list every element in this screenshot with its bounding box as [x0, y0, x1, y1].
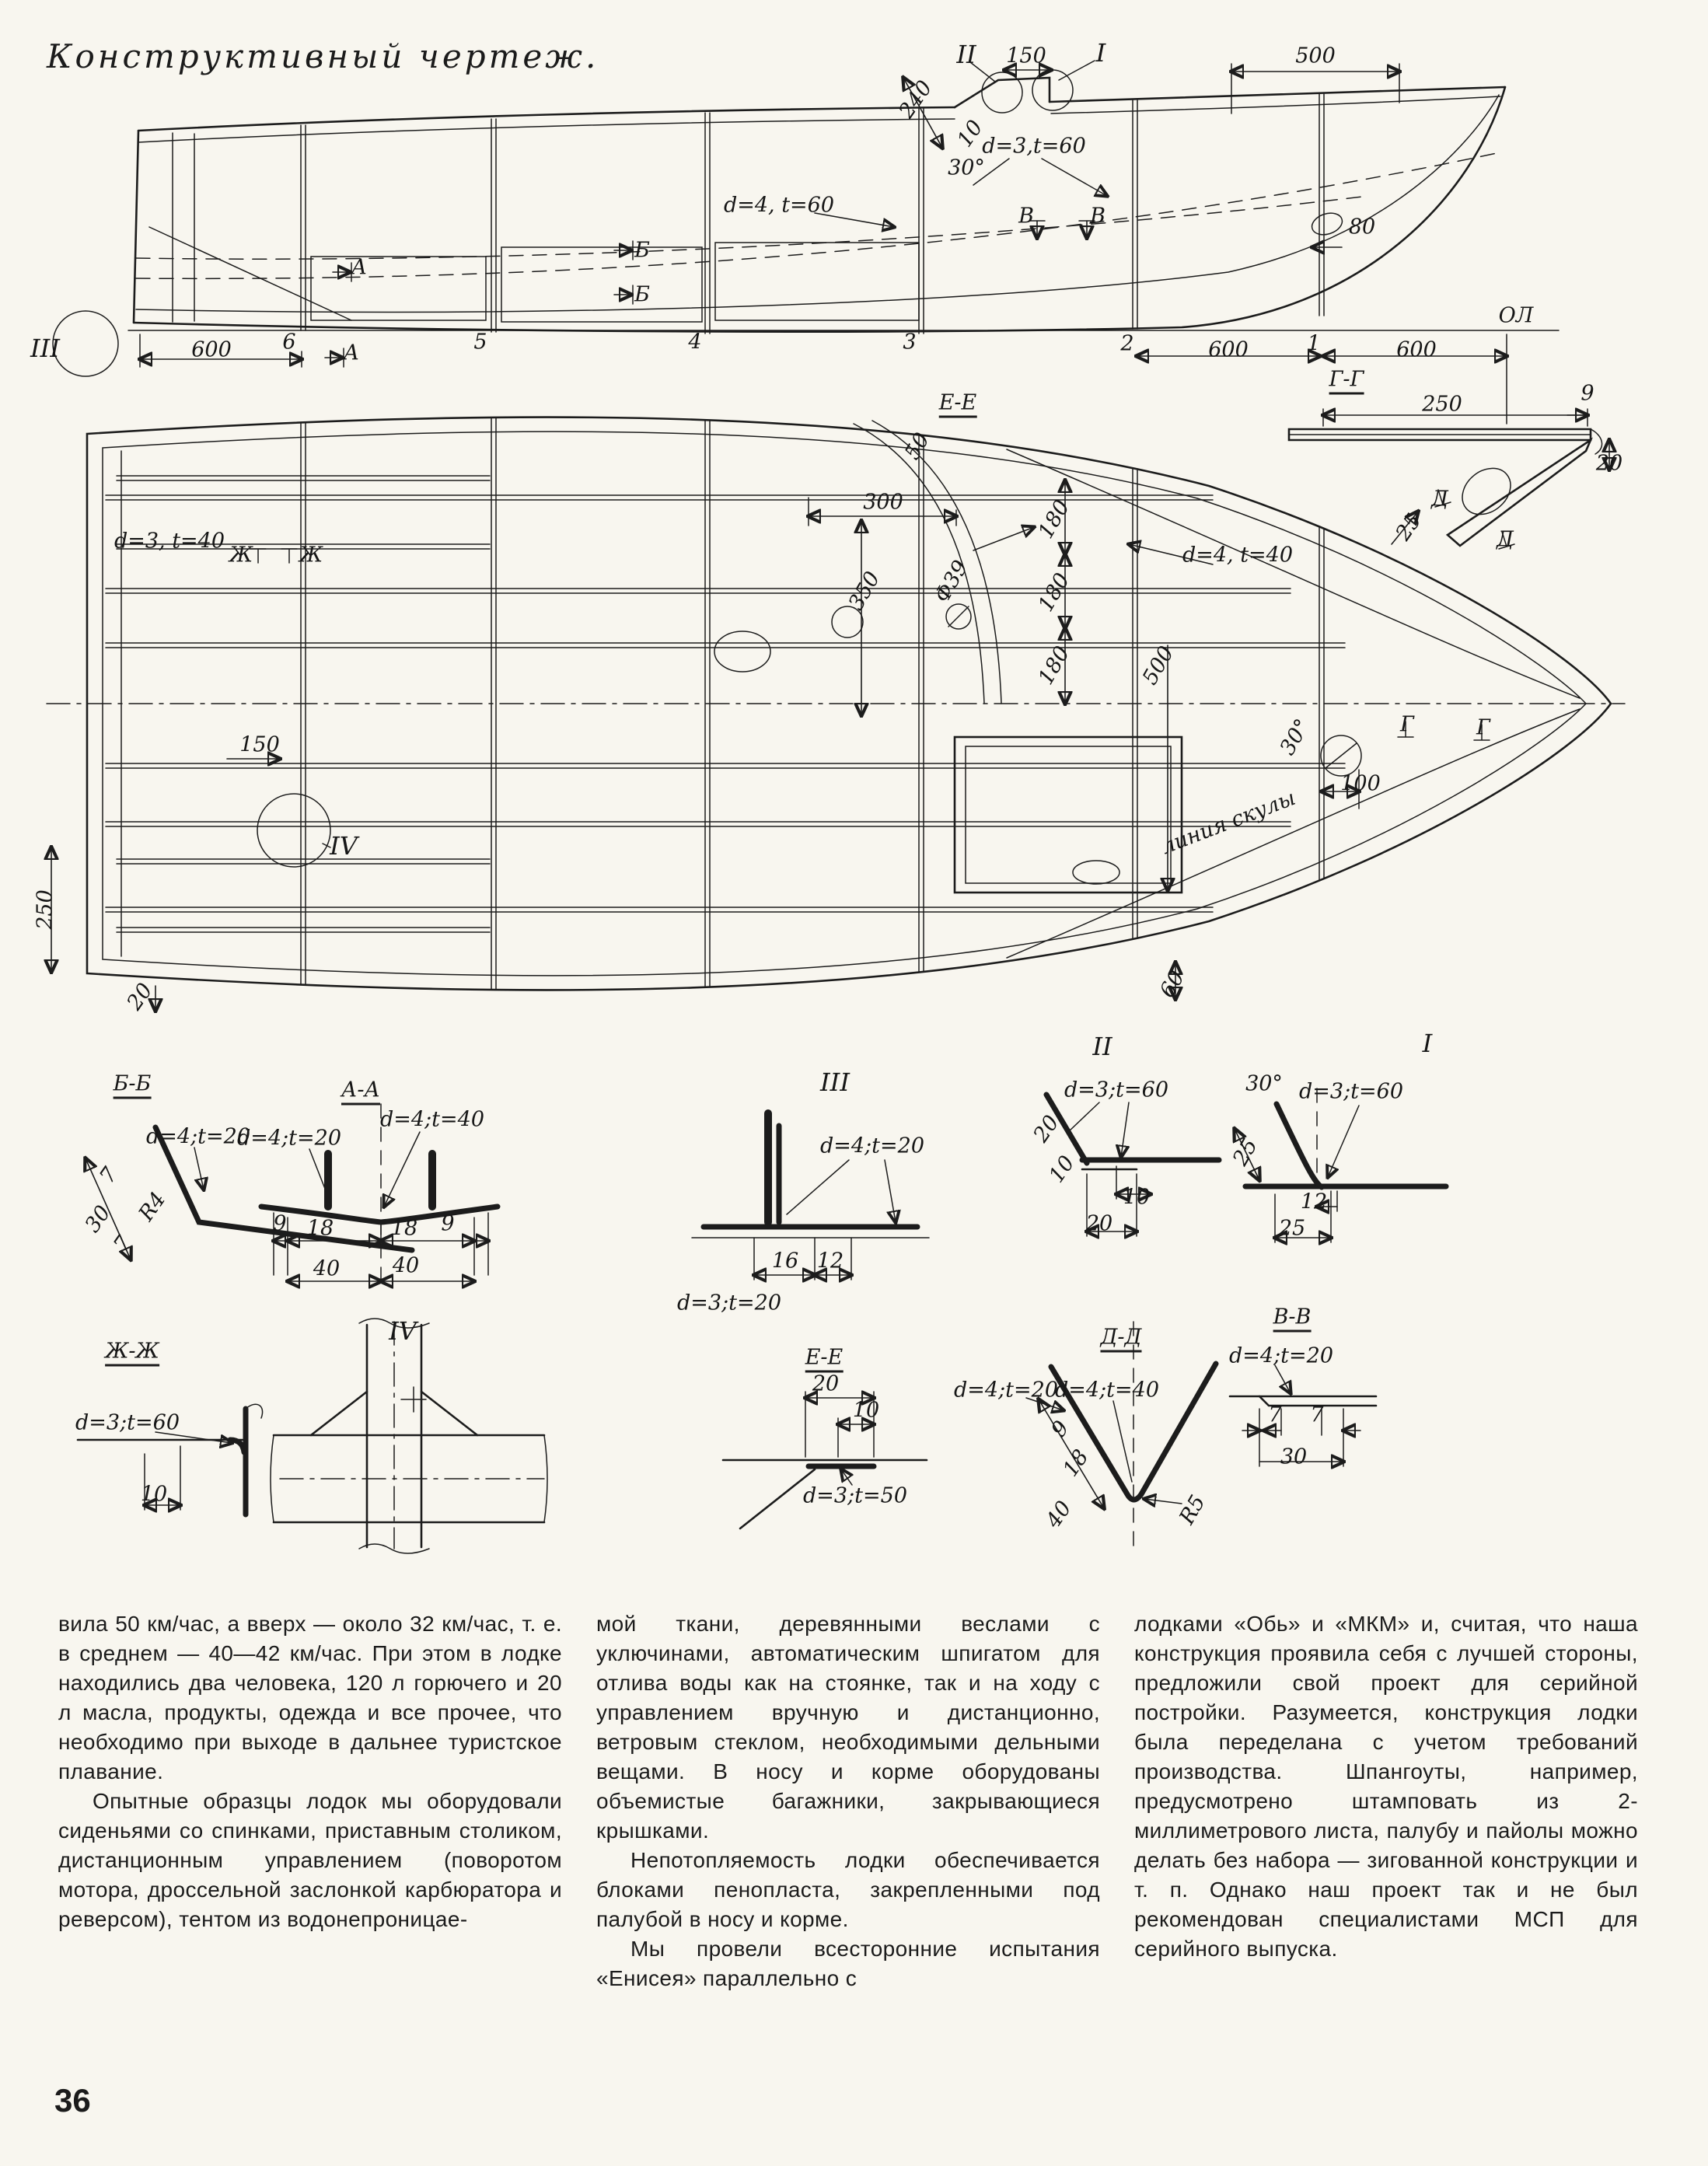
section-mark-b: Б — [634, 238, 650, 263]
dim-label: 10 — [1044, 1151, 1080, 1187]
dim-label: 300 — [863, 490, 903, 515]
dim-label: 12 — [816, 1249, 844, 1273]
section-title-ee: Е-Е — [939, 391, 977, 418]
dim-label: 150 — [1006, 44, 1046, 68]
dim-label: 80 — [1348, 215, 1376, 239]
side-view — [53, 61, 1559, 424]
section-title-i: I — [1422, 1029, 1433, 1058]
section-mark-d: Д — [1431, 487, 1448, 512]
dim-label: 7 — [1268, 1403, 1282, 1427]
section-mark-zh: Ж — [229, 543, 253, 568]
section-details — [78, 1088, 1446, 1553]
dim-label: 20 — [1085, 1211, 1113, 1236]
callout-IV: IV — [330, 831, 358, 861]
frame-number: 1 — [1307, 331, 1321, 356]
dim-label: 25 — [1228, 1134, 1263, 1170]
section-title-dd: Д-Д — [1100, 1326, 1141, 1353]
dim-label: 250 — [33, 889, 58, 930]
section-mark-a: А — [343, 341, 360, 365]
section-title-aa: А-А — [341, 1078, 380, 1106]
page-title: Конструктивный чертеж. — [47, 37, 599, 75]
section-title-gg: Г-Г — [1329, 368, 1364, 395]
dim-label: d=4;t=20 — [236, 1126, 342, 1151]
dim-label: 180 — [1033, 568, 1075, 617]
dim-label: 100 — [1340, 771, 1381, 796]
dim-label: 30° — [1275, 714, 1315, 760]
section-mark-zh: Ж — [299, 543, 323, 568]
dim-label: 30 — [80, 1201, 116, 1237]
dim-label: 240 — [894, 75, 938, 124]
dim-label: d=3;t=60 — [1298, 1079, 1404, 1104]
dim-label: 9 — [441, 1211, 455, 1236]
dim-label: 16 — [771, 1249, 799, 1273]
callout-I: I — [1095, 38, 1106, 68]
paragraph: мой ткани, деревянными веслами с уключинами, автоматическим шпигатом для отлива воды как на стоянке, так и на ходу с управлением вручную и дистанционно, ветровым стеклом, необходимыми дельными вещами. В носу и корме оборудованы объемистые багажники, закрывающиеся крышками. — [596, 1612, 1100, 1843]
frame-number: 2 — [1120, 331, 1134, 356]
dim-label: d=4, t=60 — [723, 193, 835, 218]
article-column-1 — [58, 1609, 562, 1993]
dim-label: 10 — [1123, 1185, 1151, 1210]
dim-label: d=4;t=40 — [379, 1107, 485, 1132]
dim-label: 40 — [313, 1256, 341, 1281]
dim-label: 25 — [1278, 1216, 1306, 1241]
dim-label: 7 — [1310, 1403, 1324, 1427]
article-columns — [58, 1609, 1668, 1993]
dim-label: 7 — [95, 1163, 123, 1188]
baseline-label: ОЛ — [1498, 303, 1534, 328]
paragraph: Непотопляемость лодки обеспечивается блоками пенопласта, закрепленными под палубой в носу и корме. — [596, 1848, 1100, 1931]
dim-label: d=3;t=60 — [75, 1410, 180, 1435]
dim-label: 600 — [1396, 337, 1437, 362]
section-title-vv: В-В — [1273, 1305, 1312, 1333]
dim-label: 30° — [1245, 1071, 1283, 1096]
section-mark-a: А — [351, 255, 368, 280]
dim-label: d=3;t=60 — [1064, 1078, 1169, 1102]
dim-label: 500 — [1295, 44, 1336, 68]
dim-label: 9 — [1046, 1417, 1074, 1441]
dim-label: 600 — [1208, 337, 1249, 362]
callout-III: III — [30, 334, 60, 363]
dim-label: 9 — [1581, 381, 1594, 406]
paragraph: Мы провели всесторонние испытания «Енисея» параллельно с — [596, 1937, 1100, 1990]
dim-label: R5 — [1175, 1491, 1210, 1528]
dim-label: d=3, t=40 — [114, 529, 225, 554]
dim-label: 9 — [273, 1211, 287, 1236]
dim-label: 180 — [1033, 495, 1075, 543]
section-title-ii: II — [1092, 1032, 1112, 1061]
dim-label: d=3;t=20 — [676, 1291, 782, 1315]
dim-label: 10 — [952, 116, 988, 152]
frame-number: 3 — [903, 330, 917, 355]
dim-label: d=4;t=40 — [1054, 1378, 1160, 1403]
dim-label: 20 — [1029, 1111, 1064, 1147]
article-column-3 — [1134, 1609, 1638, 1993]
dim-label: 30 — [1280, 1445, 1308, 1469]
frame-number: 6 — [282, 330, 296, 355]
dim-label: 7 — [109, 1231, 137, 1256]
paragraph: вила 50 км/час, а вверх — около 32 км/час, т. е. в среднем — 40—42 км/час. При этом в лодке находились два человека, 120 л горючего и 20 л масла, продукты, одежда и все прочее, что необходимо при выходе в дальнее туристское плавание. — [58, 1612, 562, 1783]
dim-label: 350 — [844, 567, 885, 615]
dim-label: d=4;t=20 — [953, 1378, 1059, 1403]
dim-label: 18 — [1058, 1445, 1094, 1481]
dim-label: 20 — [1595, 451, 1623, 476]
dim-label: R4 — [134, 1187, 171, 1226]
dim-label: 18 — [306, 1216, 334, 1241]
frame-number: 4 — [688, 330, 702, 355]
dim-label: 12 — [1300, 1190, 1328, 1214]
dim-label: 60 — [1154, 966, 1190, 1002]
plan-view — [47, 404, 1625, 1011]
section-mark-v: В — [1090, 204, 1105, 229]
dim-label: d=3,t=60 — [982, 134, 1086, 159]
section-title-zhzh: Ж-Ж — [105, 1340, 159, 1367]
frame-number: 5 — [473, 330, 487, 355]
dim-label: d=4;t=20 — [819, 1134, 925, 1158]
page-number: 36 — [54, 2082, 91, 2119]
dim-label: d=4;t=20 — [145, 1124, 251, 1149]
dim-label: 10 — [852, 1398, 880, 1423]
dim-label: 10 — [140, 1482, 168, 1507]
callout-II: II — [956, 40, 976, 69]
paragraph: Опытные образцы лодок мы оборудовали сиденьями со спинками, приставным столиком, дистанционным управлением (поворотом мотора, дроссельной заслонкой карбюратора и реверсом), тентом из водонепроницае- — [58, 1789, 562, 1931]
section-mark-g: Г — [1400, 712, 1414, 737]
section-title-iii: III — [820, 1067, 850, 1097]
dim-label: d=3;t=50 — [802, 1483, 908, 1508]
dim-label: 250 — [1422, 392, 1462, 417]
dim-label: 40 — [392, 1253, 420, 1278]
dim-label: 30° — [948, 155, 985, 180]
section-mark-b: Б — [634, 282, 650, 307]
dim-label: d=4, t=40 — [1182, 543, 1294, 568]
dim-label: 600 — [191, 337, 232, 362]
dim-label: 150 — [239, 732, 280, 757]
dim-label: 180 — [1033, 641, 1075, 690]
section-title-bb: Б-Б — [114, 1072, 152, 1099]
section-title-ee-detail: Е-Е — [805, 1346, 844, 1373]
section-mark-d: Д — [1497, 527, 1514, 552]
chine-line-label: линия скулы — [1158, 785, 1299, 860]
section-title-iv: IV — [389, 1316, 417, 1346]
dim-label: 20 — [122, 979, 158, 1015]
dim-label: Ф39 — [930, 556, 973, 607]
section-mark-v: В — [1018, 204, 1034, 229]
paragraph: лодками «Обь» и «МКМ» и, считая, что наша конструкция проявила себя с лучшей стороны, предложили свой проект для серийной постройки. Разумеется, конструкция лодки была переделана с учетом требований производства. Шпангоуты, например, предусмотрено штамповать из 2-миллиметрового листа, палубу и пайолы можно делать без набора — зигованной конструкции и т. п. Однако наш проект так и не был рекомендован специалистами МСП для серийного выпуска. — [1134, 1612, 1638, 1961]
dim-label: 40 — [1041, 1497, 1077, 1532]
section-mark-g: Г — [1476, 715, 1490, 740]
dim-label: 18 — [390, 1216, 418, 1241]
dim-label: d=4;t=20 — [1228, 1343, 1334, 1368]
article-column-2 — [596, 1609, 1100, 1993]
dim-label: 50 — [899, 428, 935, 464]
dim-label: 25 — [1391, 509, 1427, 545]
dim-label: 20 — [812, 1371, 840, 1396]
dim-label: 500 — [1137, 641, 1179, 690]
